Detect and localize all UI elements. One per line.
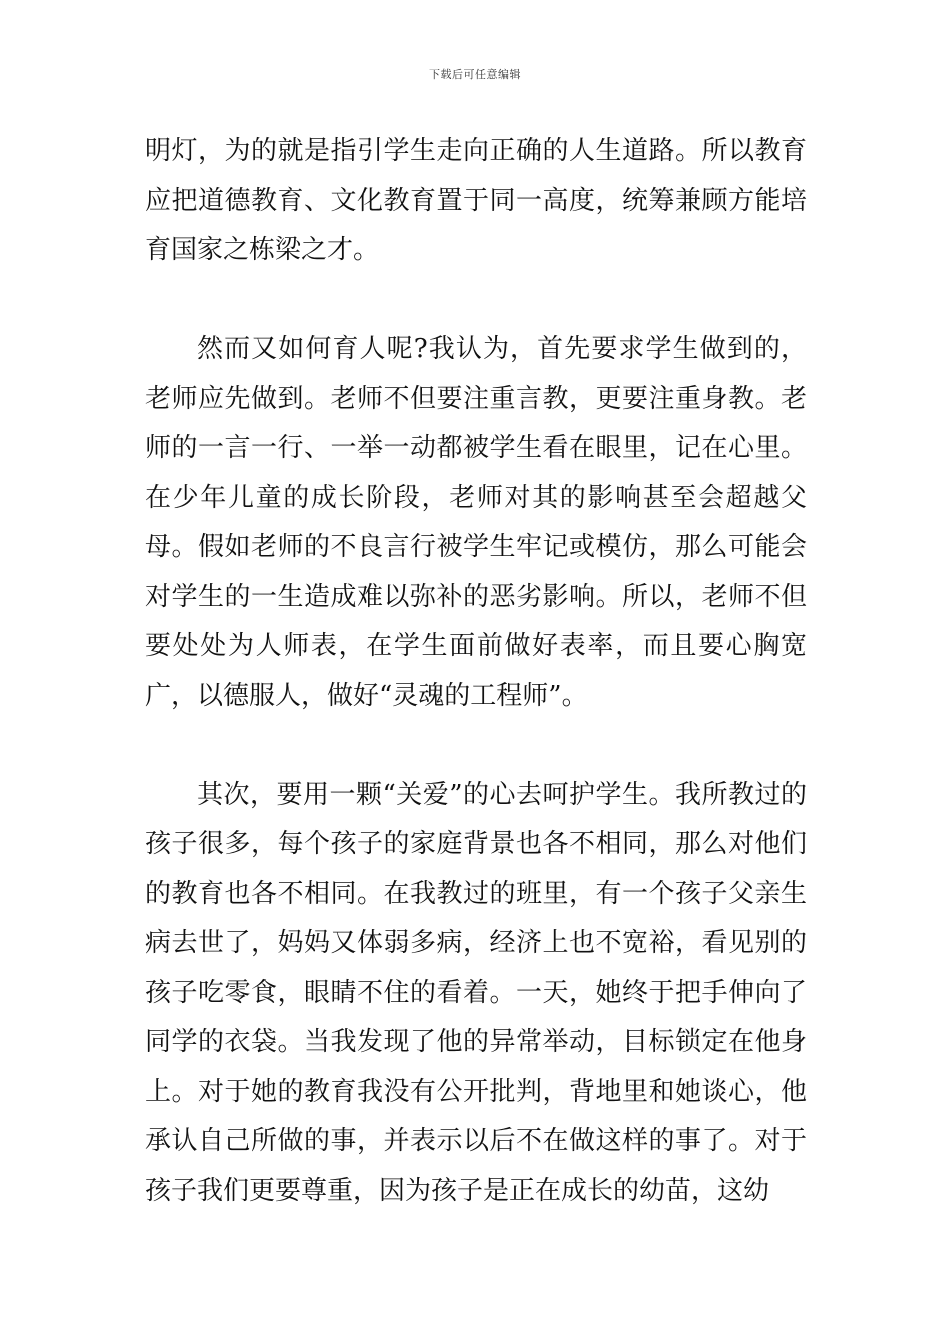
paragraph-1: 明灯，为的就是指引学生走向正确的人生道路。所以教育应把道德教育、文化教育置于同一高度，统筹兼顾方能培育国家之栋梁之才。 [145,136,807,265]
paragraph-spacer [145,276,807,326]
paragraph-2: 然而又如何育人呢?我认为，首先要求学生做到的，老师应先做到。老师不但要注重言教，更要注重身教。老师的一言一行、一举一动都被学生看在眼里，记在心里。在少年儿童的成长阶段，老师对其的影响甚至会超越父母。假如老师的不良言行被学生牢记或模仿，那么可能会对学生的一生造成难以弥补的恶劣影响。所以，老师不但要处处为人师表，在学生面前做好表率，而且要心胸宽广，以德服人，做好“灵魂的工程师”。 [145,334,807,711]
document-body [145,127,807,1216]
paragraph-3: 其次，要用一颗“关爱”的心去呵护学生。我所教过的孩子很多，每个孩子的家庭背景也各不相同，那么对他们的教育也各不相同。在我教过的班里，有一个孩子父亲生病去世了，妈妈又体弱多病，经济上也不宽裕，看见别的孩子吃零食，眼睛不住的看着。一天，她终于把手伸向了同学的衣袋。当我发现了他的异常举动，目标锁定在他身上。对于她的教育我没有公开批判，背地里和她谈心，他承认自己所做的事，并表示以后不在做这样的事了。对于孩子我们更要尊重，因为孩子是正在成长的幼苗，这幼 [145,779,807,1206]
header-note: 下载后可任意编辑 [429,68,521,81]
paragraph-spacer [145,721,807,771]
